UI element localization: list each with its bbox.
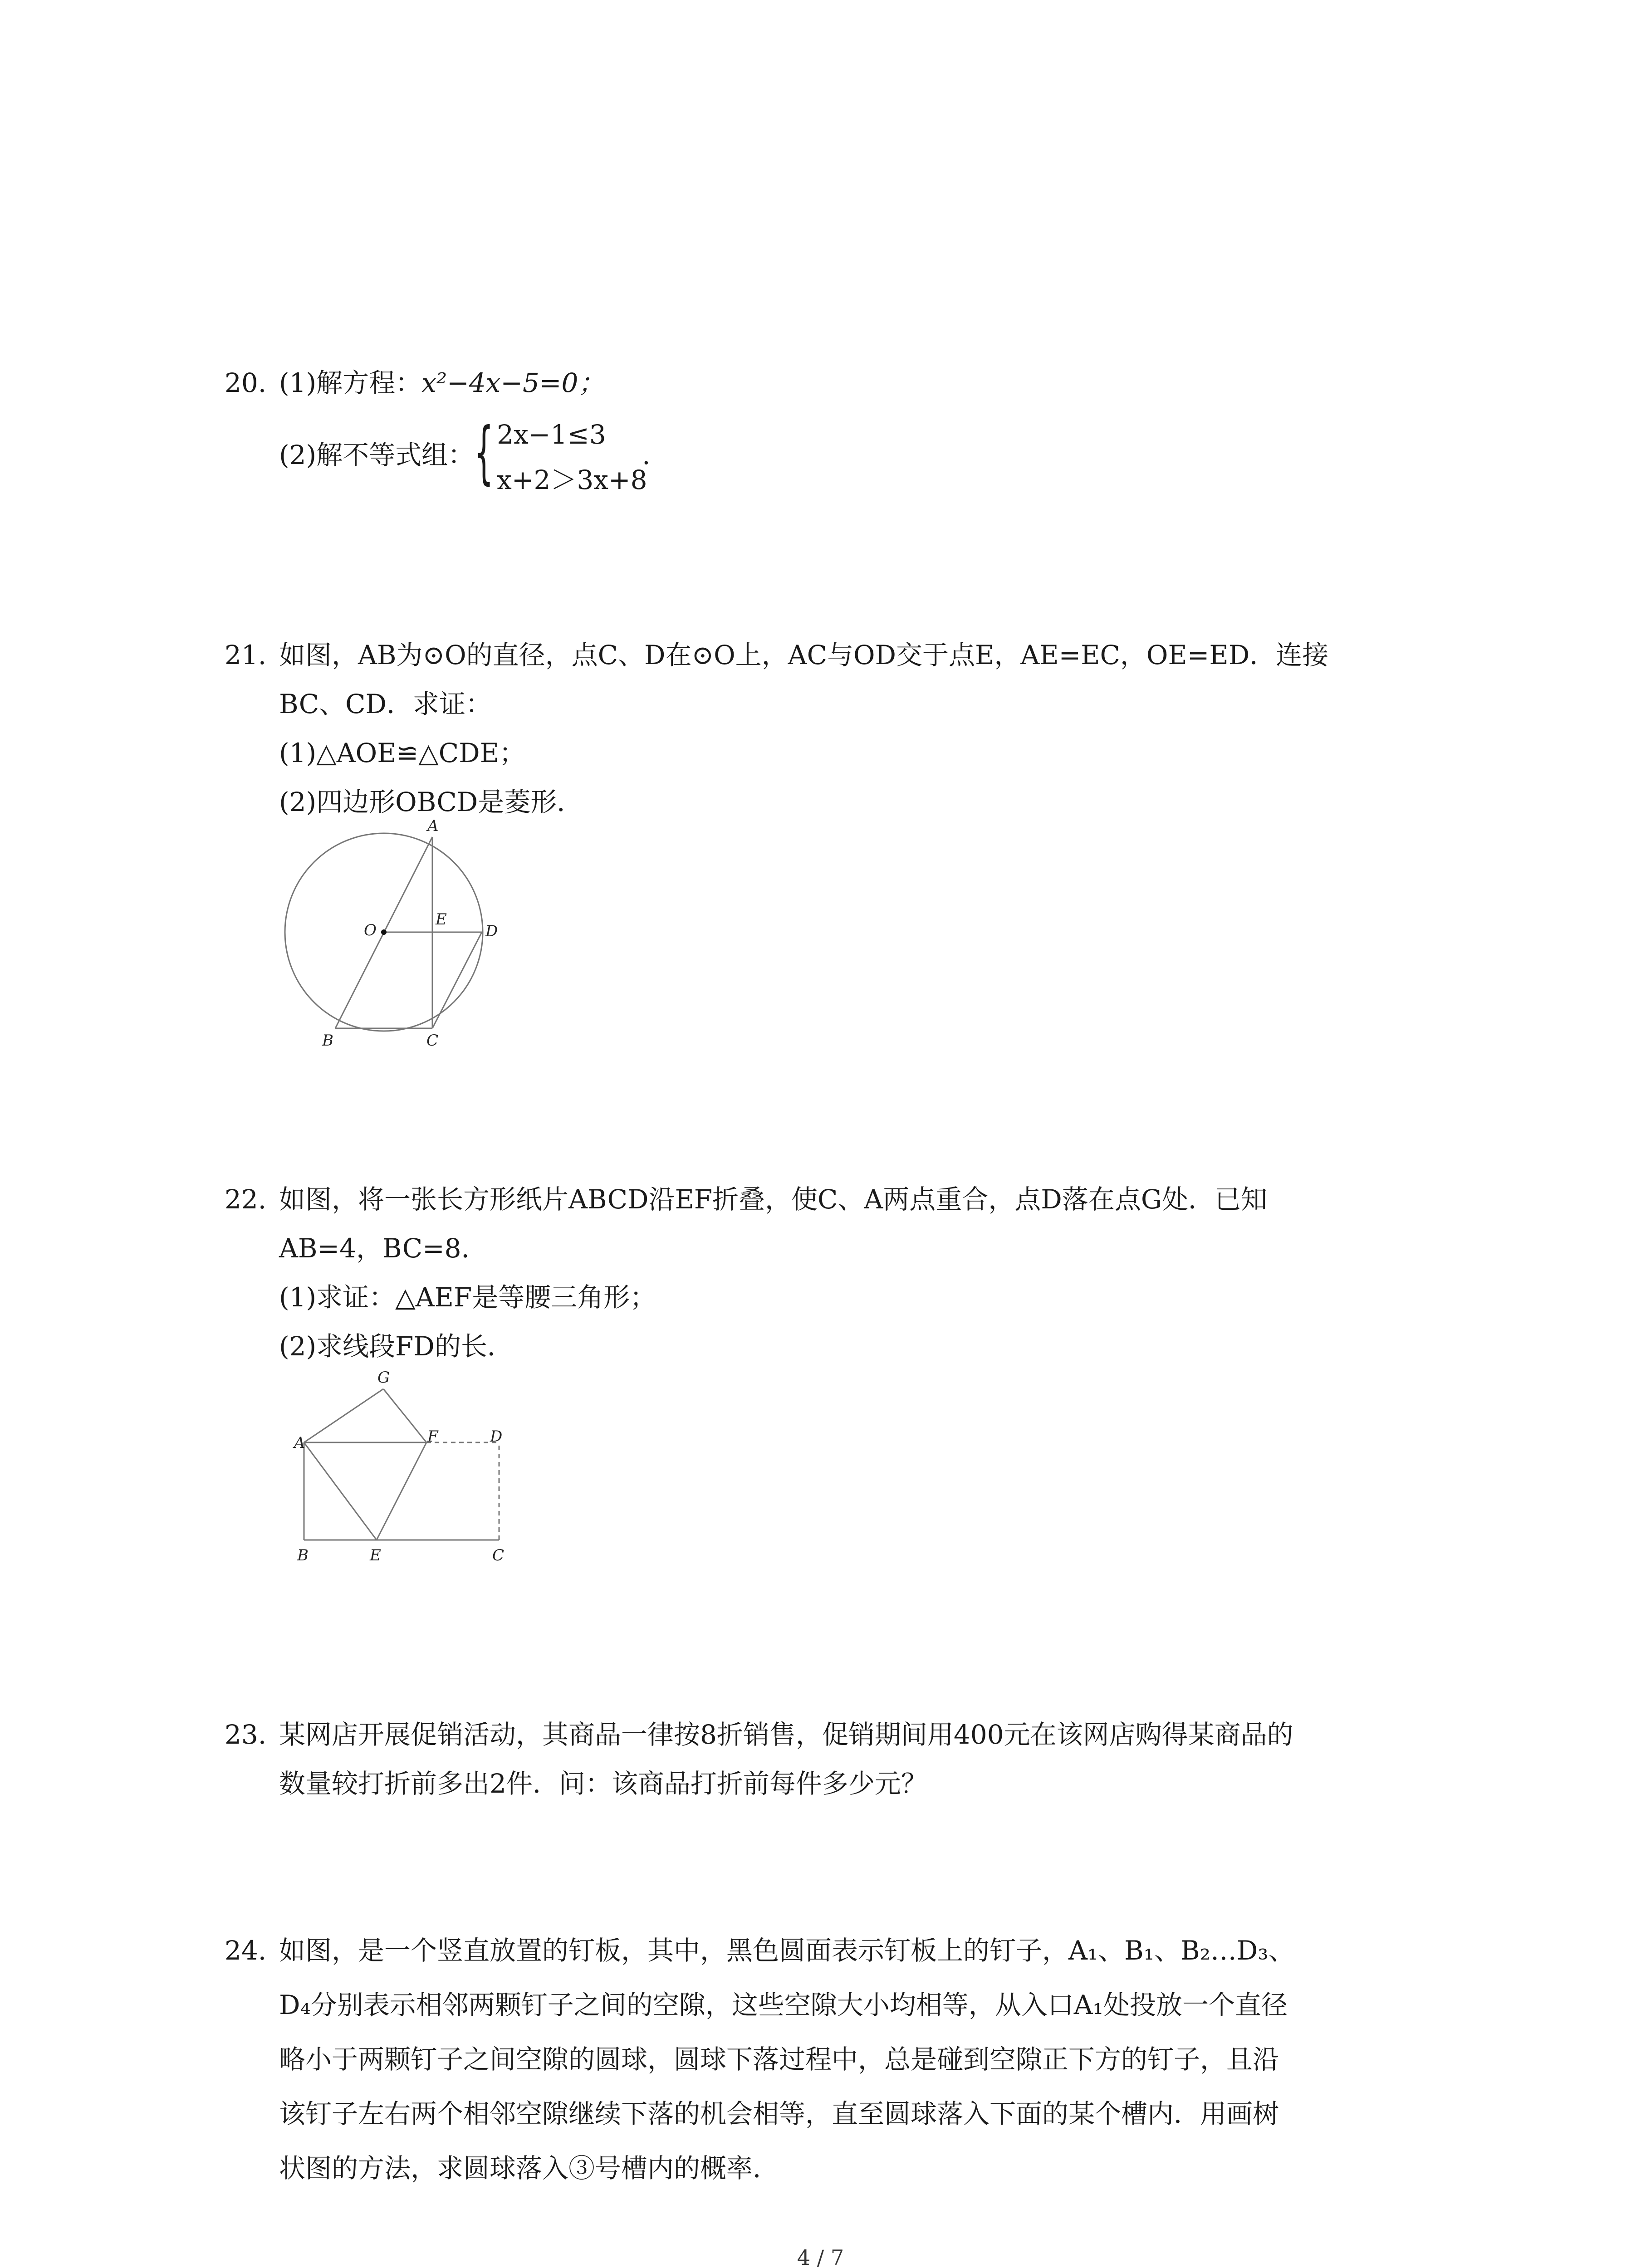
q22-line-4: (2)求线段FD的长． xyxy=(279,1331,514,1362)
q24-line-1 xyxy=(225,1923,1450,1978)
inequality-2: x+2＞3x+8 xyxy=(497,464,647,495)
q24-line-5: 状图的方法，求圆球落入③号槽内的概率． xyxy=(279,2153,779,2184)
inequality-system xyxy=(474,412,647,503)
q21-figure xyxy=(272,816,508,1052)
label-a: A xyxy=(294,1434,305,1452)
q24-text-1: 如图，是一个竖直放置的钉板，其中，黑色圆面表示钉板上的钉子，A₁、B₁、B₂…D₃、 xyxy=(279,1935,1295,1966)
q22-text-1: 如图，将一张长方形纸片ABCD沿EF折叠，使C、A两点重合，点D落在点G处．已知 xyxy=(279,1184,1268,1215)
q23-line-2: 数量较打折前多出2件．问：该商品打折前每件多少元？ xyxy=(279,1768,927,1799)
label-b: B xyxy=(297,1546,309,1564)
label-c: C xyxy=(492,1546,505,1564)
label-e: E xyxy=(436,910,447,929)
q20-part2-label: (2)解不等式组： xyxy=(279,440,475,470)
q23-line-1 xyxy=(225,1710,1450,1759)
q20-end: . xyxy=(642,440,651,470)
label-c: C xyxy=(426,1031,439,1050)
q21-line-1 xyxy=(225,631,1450,679)
q21-line-3: (1)△AOE≌△CDE； xyxy=(279,738,525,768)
left-brace-icon: { xyxy=(474,413,494,492)
q22-number: 22. xyxy=(225,1184,267,1215)
question-20 xyxy=(225,358,1450,503)
q24-number: 24. xyxy=(225,1935,267,1966)
q21-line-2: BC、CD．求证： xyxy=(279,689,492,719)
q23-number: 23. xyxy=(225,1719,267,1750)
q20-number: 20. xyxy=(225,367,267,398)
question-23 xyxy=(225,1710,1450,1808)
question-21 xyxy=(225,631,1450,826)
label-e: E xyxy=(370,1546,381,1564)
inequality-1: 2x−1≤3 xyxy=(497,419,606,450)
q21-text-1: 如图，AB为⊙O的直径，点C、D在⊙O上，AC与OD交于点E，AE=EC，OE=ED．连接 xyxy=(279,640,1329,670)
q22-line-3: (1)求证：△AEF是等腰三角形； xyxy=(279,1282,656,1313)
q22-line-2: AB=4，BC=8． xyxy=(279,1233,488,1264)
q21-number: 21. xyxy=(225,640,267,670)
q20-part1-label: (1)解方程： xyxy=(279,367,422,398)
label-d: D xyxy=(490,1427,503,1446)
label-b: B xyxy=(322,1031,333,1050)
q24-line-3: 略小于两颗钉子之间空隙的圆球，圆球下落过程中，总是碰到空隙正下方的钉子，且沿 xyxy=(279,2044,1279,2075)
q21-line-4: (2)四边形OBCD是菱形． xyxy=(279,787,583,817)
label-f: F xyxy=(427,1427,438,1446)
q24-line-4: 该钉子左右两个相邻空隙继续下落的机会相等，直至圆球落入下面的某个槽内．用画树 xyxy=(279,2098,1279,2129)
page-number: 4 / 7 xyxy=(797,2245,844,2268)
q20-equation: x²−4x−5=0； xyxy=(421,367,605,398)
segment-cd xyxy=(432,932,482,1028)
question-24 xyxy=(225,1923,1450,2195)
edge-gf xyxy=(383,1389,426,1442)
center-dot xyxy=(381,929,387,935)
q24-line-2: D₄分别表示相邻两颗钉子之间的空隙，这些空隙大小均相等，从入口A₁处投放一个直径 xyxy=(279,1989,1288,2020)
label-o: O xyxy=(364,921,377,939)
edge-ef xyxy=(377,1442,426,1540)
q22-figure xyxy=(290,1361,526,1569)
q20-line-1 xyxy=(225,358,1450,407)
edge-ae xyxy=(304,1442,377,1540)
label-g: G xyxy=(377,1369,390,1387)
label-a: A xyxy=(427,817,439,835)
question-22 xyxy=(225,1175,1450,1371)
q23-text-1: 某网店开展促销活动，其商品一律按8折销售，促销期间用400元在该网店购得某商品的 xyxy=(279,1719,1293,1750)
label-d: D xyxy=(485,922,498,940)
edge-ag xyxy=(304,1389,383,1442)
q22-line-1 xyxy=(225,1175,1450,1224)
q20-line-2 xyxy=(225,407,1450,503)
